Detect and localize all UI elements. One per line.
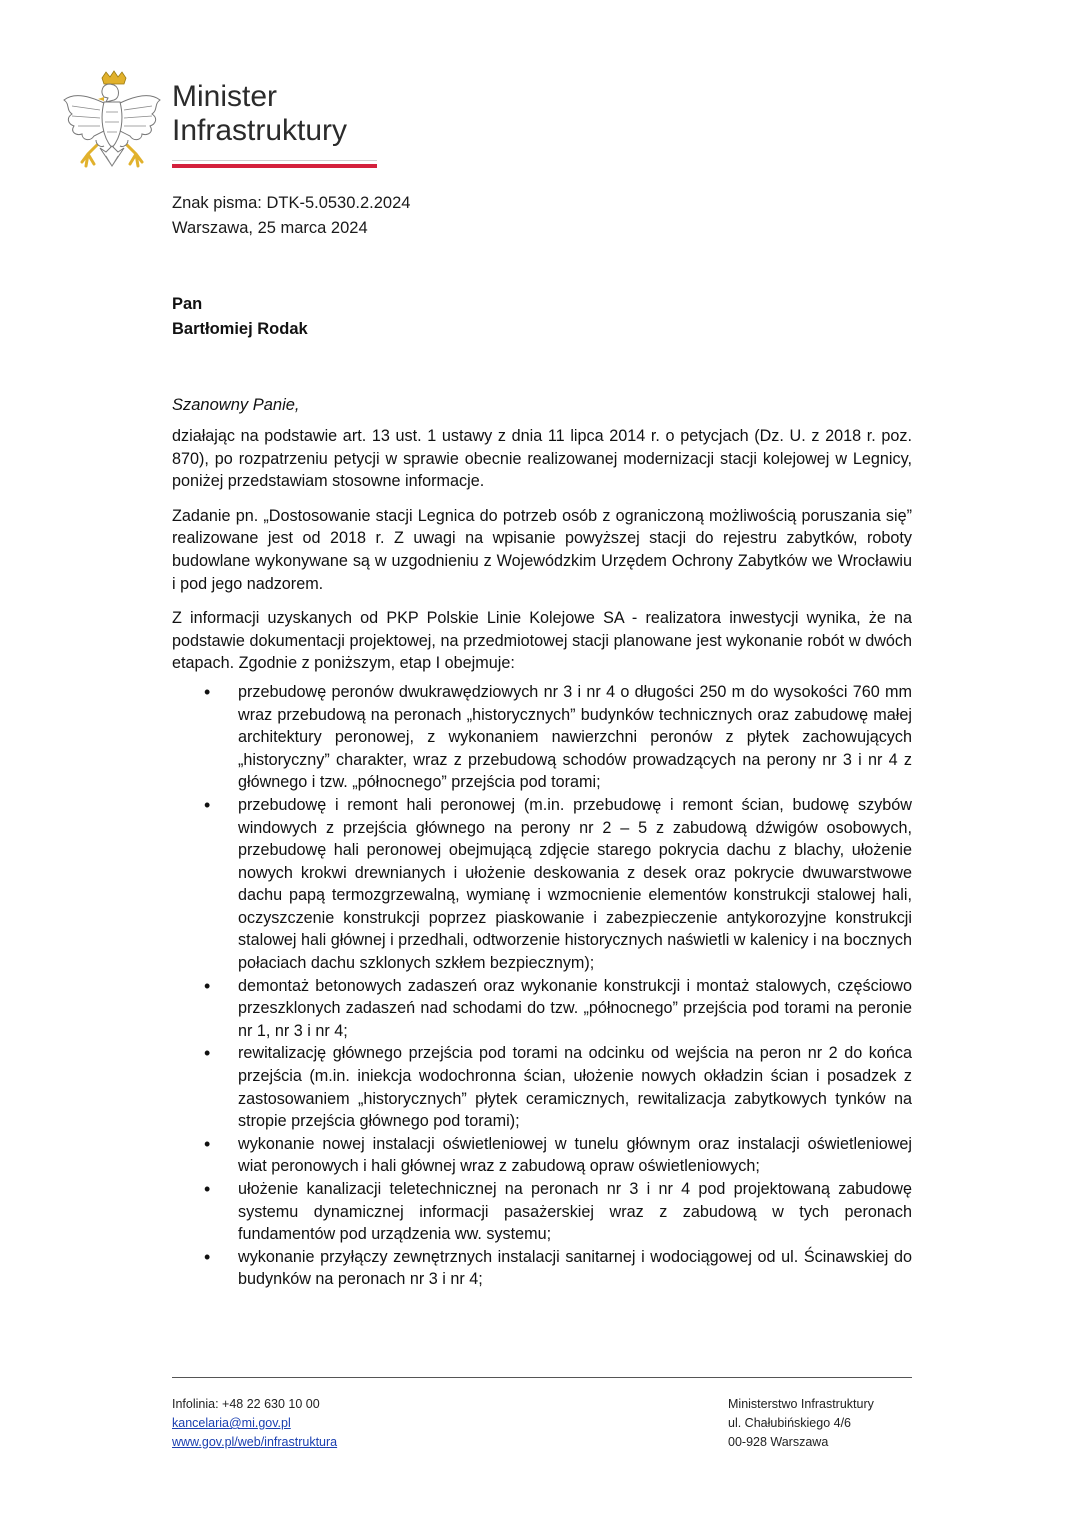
paragraph: Zadanie pn. „Dostosowanie stacji Legnica do potrzeb osób z ograniczoną możliwością poruszania się” realizowane jest od 2018 r. Z uwagi na wpisanie powyższej stacji do rejestru zabytków, roboty budowlane wykonywane są w uzgodnieniu z Wojewódzkim Urzędem Ochrony Zabytków we Wrocławiu i pod jego nadzorem. <box>172 506 912 593</box>
recipient-name: Bartłomiej Rodak <box>172 320 308 338</box>
organization-name-line2: Infrastruktury <box>172 114 348 147</box>
paragraph: działając na podstawie art. 13 ust. 1 ustawy z dnia 11 lipca 2014 r. o petycjach (Dz. U. z 2018 r. poz. 870), po rozpatrzeniu petycji w sprawie obecnie realizowanej modernizacji stacji kolejowej w Legnicy, poniżej przedstawiam stosowne informacje. <box>172 427 912 491</box>
footer-contact <box>172 1395 337 1452</box>
recipient-block <box>172 292 308 342</box>
list-item: • demontaż betonowych zadaszeń oraz wykonanie konstrukcji i montaż stalowych, częściowo przeszklonych zadaszeń nad schodami do tzw. „północnego” przejścia pod torami na peronie nr 1, nr 3 i nr 4; <box>238 975 912 1043</box>
organization-name <box>172 80 347 148</box>
website-link[interactable]: www.gov.pl/web/infrastruktura <box>172 1435 338 1449</box>
email-link[interactable]: kancelaria@mi.gov.pl <box>172 1416 291 1430</box>
hotline: Infolinia: +48 22 630 10 00 <box>172 1397 320 1411</box>
letterhead <box>60 66 390 186</box>
recipient-title: Pan <box>172 295 203 313</box>
stage-one-list <box>172 681 912 1291</box>
list-item: • wykonanie nowej instalacji oświetleniowej w tunelu głównym oraz instalacji oświetleniowej wiat peronowych i hali głównej wraz z zabudową opraw oświetleniowych; <box>238 1133 912 1178</box>
address-line: Ministerstwo Infrastruktury <box>728 1397 874 1411</box>
list-item: • wykonanie przyłączy zewnętrznych instalacji sanitarnej i wodociągowej od ul. Ścinawskiej do budynków na peronach nr 3 i nr 4; <box>238 1246 912 1291</box>
footer-address <box>728 1395 874 1452</box>
salutation: Szanowny Panie, <box>172 396 300 414</box>
list-item: • przebudowę i remont hali peronowej (m.in. przebudowę i remont ścian, budowę szybów windowych z przejścia głównego na perony nr 2 – 5 z zabudową dźwigów osobowych, przebudowę hali peronowej obejmującą zdjęcie starego pokrycia dachu z blachy, ułożenie nowych krokwi drewnianych i ułożenie deskowania z desek oraz pokrycie dwuwarstwowe dachu papą termozgrzewalną, wymianę i wzmocnienie elementów konstrukcji stalowej hali, oczyszczenie konstrukcji poprzez piaskowanie i zabezpieczenie antykorozyjne konstrukcji stalowej hali głównej i przedhali, odtworzenie historycznych naświetli w kalenicy i na bocznych połaciach dachu szklonych szkłem bezpiecznym); <box>238 794 912 975</box>
list-item: • przebudowę peronów dwukrawędziowych nr 3 i nr 4 o długości 250 m do wysokości 760 mm wraz przebudową na peronach „historycznych” budynków technicznych oraz zabudowę małej architektury peronowej, z wykonaniem nawierzchni peronów z płytek zachowujących „historyczny” charakter, wraz z przebudową schodów prowadzących na perony nr 3 i nr 4 z głównego i tzw. „północnego” przejścia pod torami; <box>238 681 912 794</box>
paragraph: Z informacji uzyskanych od PKP Polskie Linie Kolejowe SA - realizatora inwestycji wynika, że na podstawie dokumentacji projektowej, na przedmiotowej stacji planowane jest wykonanie robót w dwóch etapach. Zgodnie z poniższym, etap I obejmuje: <box>172 609 912 673</box>
letterhead-red-rule <box>172 164 377 168</box>
list-item: • ułożenie kanalizacji teletechnicznej na peronach nr 3 i nr 4 pod projektowaną zabudowę systemu dynamicznej informacji pasażerskiej wraz z zabudową w tych peronach fundamentów pod urządzenia ww. systemu; <box>238 1178 912 1246</box>
list-item: • rewitalizację głównego przejścia pod torami na odcinku od wejścia na peron nr 2 do końca przejścia (m.in. iniekcja wodochronna ścian, ułożenie nowych okładzin ścian i posadzek z zastosowaniem „historycznych” płytek ceramicznych, rewitalizacja zabytkowych tynków na stropie przejścia głównego pod torami); <box>238 1042 912 1132</box>
place-date: Warszawa, 25 marca 2024 <box>172 219 368 237</box>
address-line: 00-928 Warszawa <box>728 1435 829 1449</box>
letterhead-white-rule <box>172 160 377 163</box>
letter-meta <box>172 191 410 241</box>
letter-body <box>172 425 912 1291</box>
footer-divider <box>172 1377 912 1378</box>
reference-number: Znak pisma: DTK-5.0530.2.2024 <box>172 194 411 212</box>
address-line: ul. Chałubińskiego 4/6 <box>728 1416 851 1430</box>
polish-eagle-emblem-icon <box>60 70 164 182</box>
organization-name-line1: Minister <box>172 80 278 113</box>
